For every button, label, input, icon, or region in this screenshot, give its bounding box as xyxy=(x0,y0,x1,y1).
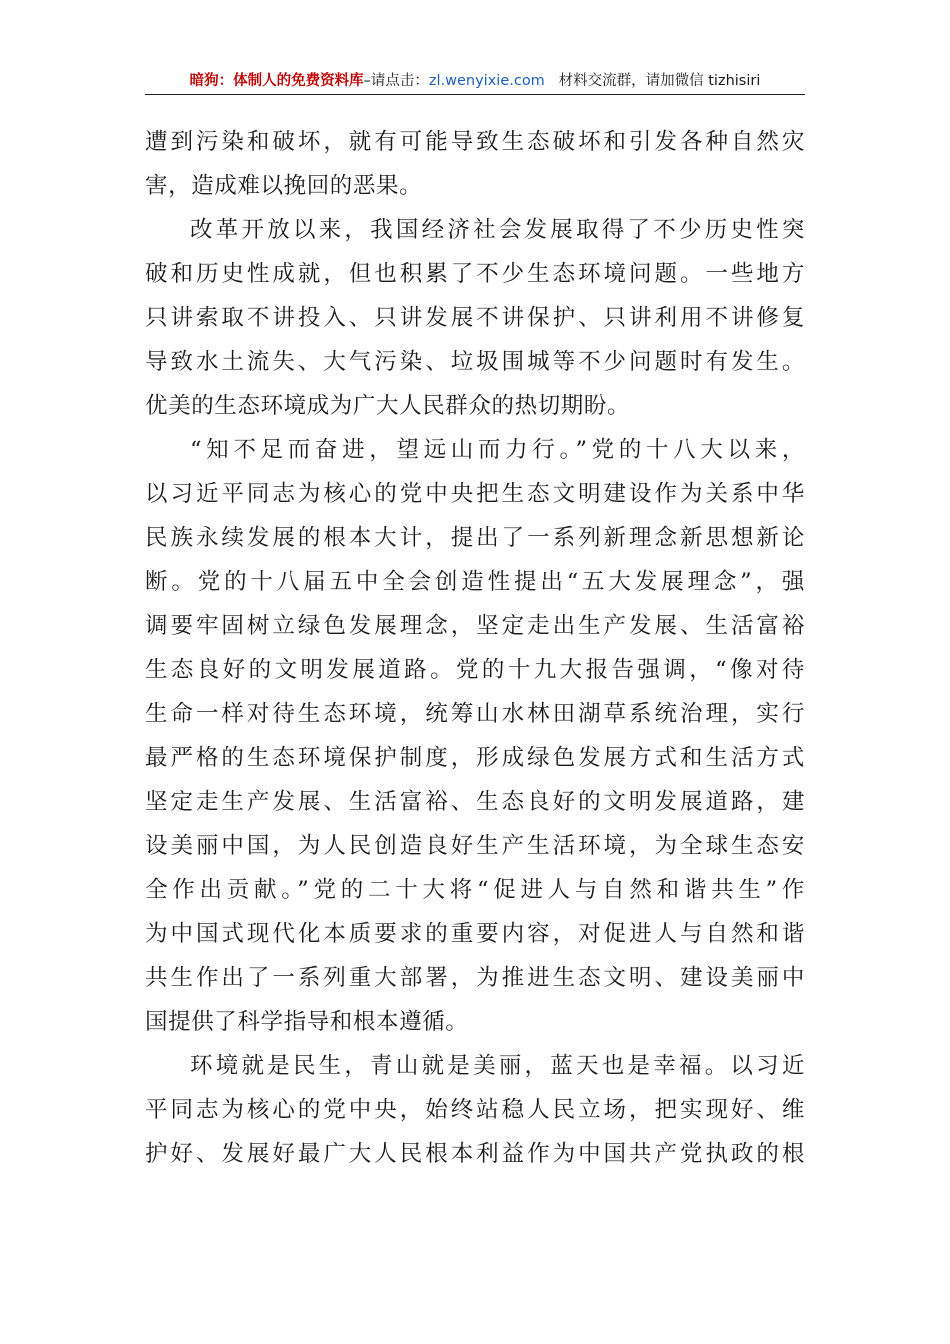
text-line: 遭到污染和破坏，就有可能导致生态破坏和引发各种自然灾 xyxy=(145,129,805,155)
text-line: 国提供了科学指导和根本遵循。 xyxy=(145,1009,469,1035)
text-line: 护好、发展好最广大人民根本利益作为中国共产党执政的根 xyxy=(145,1141,805,1167)
text-line: 断。党的十八届五中全会创造性提出“五大发展理念”，强 xyxy=(145,569,805,595)
text-line: 平同志为核心的党中央，始终站稳人民立场，把实现好、维 xyxy=(145,1097,805,1123)
page-header xyxy=(145,68,805,94)
document-body xyxy=(145,120,805,1176)
text-line: “知不足而奋进，望远山而力行。”党的十八大以来， xyxy=(190,437,805,463)
header-divider xyxy=(145,94,805,95)
text-line: 优美的生态环境成为广大人民群众的热切期盼。 xyxy=(145,393,631,419)
text-line: 全作出贡献。”党的二十大将“促进人与自然和谐共生”作 xyxy=(145,877,805,903)
text-line: 最严格的生态环境保护制度，形成绿色发展方式和生活方式 xyxy=(145,745,805,771)
text-line: 调要牢固树立绿色发展理念，坚定走出生产发展、生活富裕 xyxy=(145,613,805,639)
text-line: 破和历史性成就，但也积累了不少生态环境问题。一些地方 xyxy=(145,261,805,287)
text-line: 为中国式现代化本质要求的重要内容，对促进人与自然和谐 xyxy=(145,921,805,947)
text-line: 环境就是民生，青山就是美丽，蓝天也是幸福。以习近 xyxy=(190,1053,805,1079)
text-line: 设美丽中国，为人民创造良好生产生活环境，为全球生态安 xyxy=(145,833,805,859)
text-line: 坚定走生产发展、生活富裕、生态良好的文明发展道路，建 xyxy=(145,789,805,815)
text-line: 导致水土流失、大气污染、垃圾围城等不少问题时有发生。 xyxy=(145,349,805,375)
text-line: 共生作出了一系列重大部署，为推进生态文明、建设美丽中 xyxy=(145,965,805,991)
header-brand: 暗狗：体制人的免费资料库 xyxy=(189,73,364,89)
text-line: 以习近平同志为核心的党中央把生态文明建设作为关系中华 xyxy=(145,481,805,507)
text-line: 生命一样对待生态环境，统筹山水林田湖草系统治理，实行 xyxy=(145,701,805,727)
text-line: 改革开放以来，我国经济社会发展取得了不少历史性突 xyxy=(190,217,805,243)
text-line: 害，造成难以挽回的恶果。 xyxy=(145,173,423,199)
text-line: 只讲索取不讲投入、只讲发展不讲保护、只讲利用不讲修复 xyxy=(145,305,805,331)
header-prompt: –请点击： xyxy=(363,73,429,89)
header-url-link[interactable]: zl.wenyixie.com xyxy=(428,73,545,89)
header-note: 材料交流群，请加微信 tizhisiri xyxy=(558,73,761,89)
text-line: 生态良好的文明发展道路。党的十九大报告强调，“像对待 xyxy=(145,657,805,683)
text-line: 民族永续发展的根本大计，提出了一系列新理念新思想新论 xyxy=(145,525,805,551)
